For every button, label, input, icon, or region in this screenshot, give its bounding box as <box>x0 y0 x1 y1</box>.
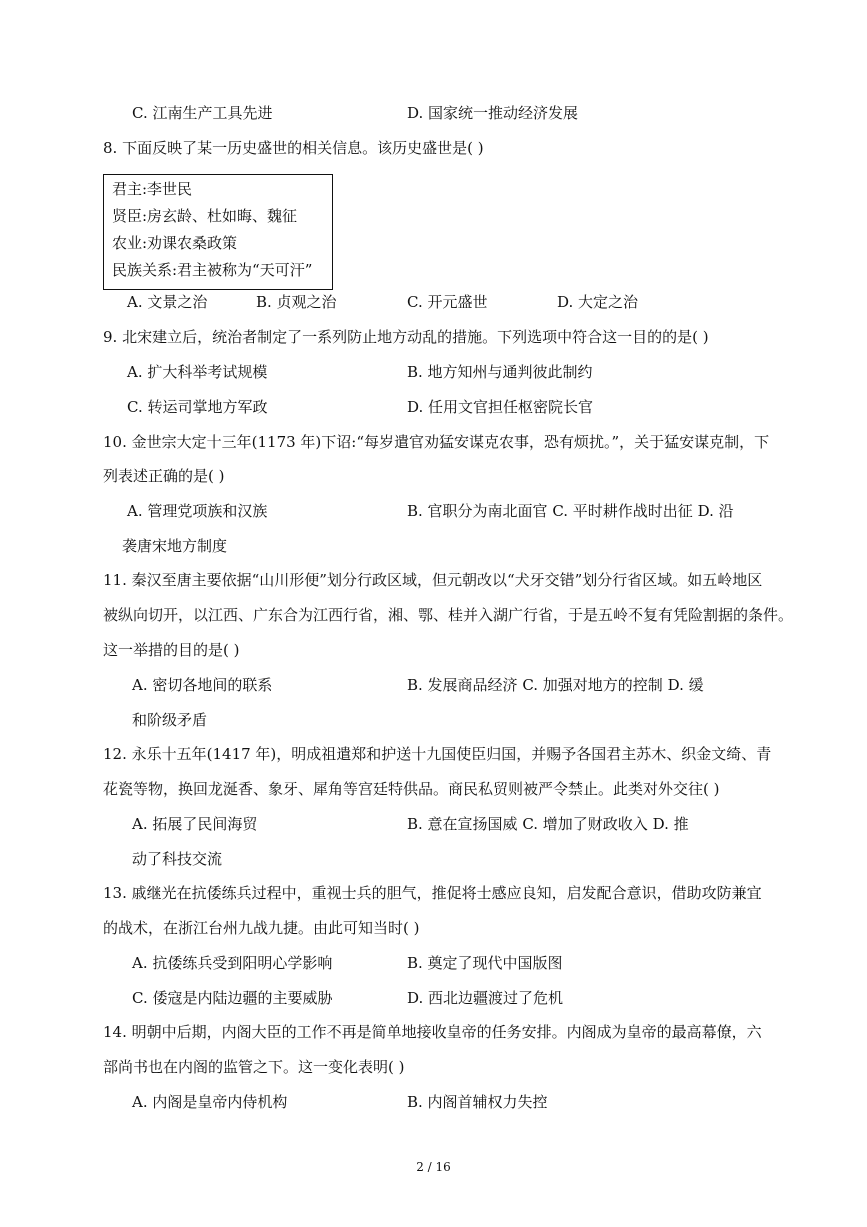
q14-option-b: B. 内阁首辅权力失控 <box>407 1093 548 1111</box>
q10-option-bcd: B. 官职分为南北面官 C. 平时耕作战时出征 D. 沿 <box>407 502 734 520</box>
page-number: 2 / 16 <box>416 1160 451 1174</box>
q9-option-a: A. 扩大科举考试规模 <box>127 363 268 381</box>
q8-stem: 8. 下面反映了某一历史盛世的相关信息。该历史盛世是( ) <box>103 139 484 157</box>
q8-info-box <box>103 174 333 290</box>
q12-option-a: A. 拓展了民间海贸 <box>132 815 258 833</box>
q10-stem-line-1: 10. 金世宗大定十三年(1173 年)下诏:“每岁遣官劝猛安谋克农事，恐有烦扰。”，关于猛安谋克制，下 <box>103 433 770 451</box>
q12-option-d-continued: 动了科技交流 <box>132 850 223 868</box>
q10-option-d-continued: 袭唐宋地方制度 <box>122 537 228 555</box>
q11-option-d-continued: 和阶级矛盾 <box>132 711 208 729</box>
q10-option-a: A. 管理党项族和汉族 <box>127 502 268 520</box>
q8-option-d: D. 大定之治 <box>557 293 639 311</box>
q8-option-c: C. 开元盛世 <box>407 293 488 311</box>
q14-stem-line-1: 14. 明朝中后期，内阁大臣的工作不再是简单地接收皇帝的任务安排。内阁成为皇帝的最高幕僚，六 <box>103 1023 762 1041</box>
q11-stem-line-1: 11. 秦汉至唐主要依据“山川形便”划分行政区域，但元朝改以“犬牙交错”划分行省区域。如五岭地区 <box>103 571 763 589</box>
q11-stem-line-2: 被纵向切开，以江西、广东合为江西行省，湘、鄂、桂并入湖广行省，于是五岭不复有凭险割据的条件。 <box>103 606 794 624</box>
q14-option-a: A. 内阁是皇帝内侍机构 <box>132 1093 288 1111</box>
q14-stem-line-2: 部尚书也在内阁的监管之下。这一变化表明( ) <box>103 1058 405 1076</box>
q13-option-a: A. 抗倭练兵受到阳明心学影响 <box>132 954 333 972</box>
q9-option-b: B. 地方知州与通判彼此制约 <box>407 363 593 381</box>
q9-option-c: C. 转运司掌地方军政 <box>127 398 268 416</box>
q8-option-a: A. 文景之治 <box>127 293 208 311</box>
q12-option-bcd: B. 意在宣扬国威 C. 增加了财政收入 D. 推 <box>407 815 689 833</box>
q13-option-d: D. 西北边疆渡过了危机 <box>407 989 564 1007</box>
q11-option-bcd: B. 发展商品经济 C. 加强对地方的控制 D. 缓 <box>407 676 704 694</box>
q10-stem-line-2: 列表述正确的是( ) <box>103 467 225 485</box>
q13-stem-line-2: 的战术，在浙江台州九战九捷。由此可知当时( ) <box>103 919 420 937</box>
q9-option-d: D. 任用文官担任枢密院长官 <box>407 398 594 416</box>
q7-option-d: D. 国家统一推动经济发展 <box>407 104 579 122</box>
q8-option-b: B. 贞观之治 <box>256 293 337 311</box>
q13-option-c: C. 倭寇是内陆边疆的主要威胁 <box>132 989 333 1007</box>
q11-option-a: A. 密切各地间的联系 <box>132 676 273 694</box>
q8-box-row: 农业:劝课农桑政策 <box>112 234 238 252</box>
q12-stem-line-2: 花瓷等物，换回龙涎香、象牙、犀角等宫廷特供品。商民私贸则被严令禁止。此类对外交往( ) <box>103 780 720 798</box>
q11-stem-line-3: 这一举措的目的是( ) <box>103 641 240 659</box>
q7-option-c: C. 江南生产工具先进 <box>132 104 273 122</box>
q8-box-row: 君主:李世民 <box>112 180 193 198</box>
q8-box-row: 民族关系:君主被称为“天可汗” <box>112 261 313 279</box>
q12-stem-line-1: 12. 永乐十五年(1417 年)，明成祖遣郑和护送十九国使臣归国，并赐予各国君主苏木、织金文绮、青 <box>103 745 772 763</box>
q13-option-b: B. 奠定了现代中国版图 <box>407 954 563 972</box>
q8-box-row: 贤臣:房玄龄、杜如晦、魏征 <box>112 207 298 225</box>
q13-stem-line-1: 13. 戚继光在抗倭练兵过程中，重视士兵的胆气，推促将士感应良知，启发配合意识，借助攻防兼宜 <box>103 884 762 902</box>
q9-stem: 9. 北宋建立后，统治者制定了一系列防止地方动乱的措施。下列选项中符合这一目的的是( ) <box>103 328 709 346</box>
